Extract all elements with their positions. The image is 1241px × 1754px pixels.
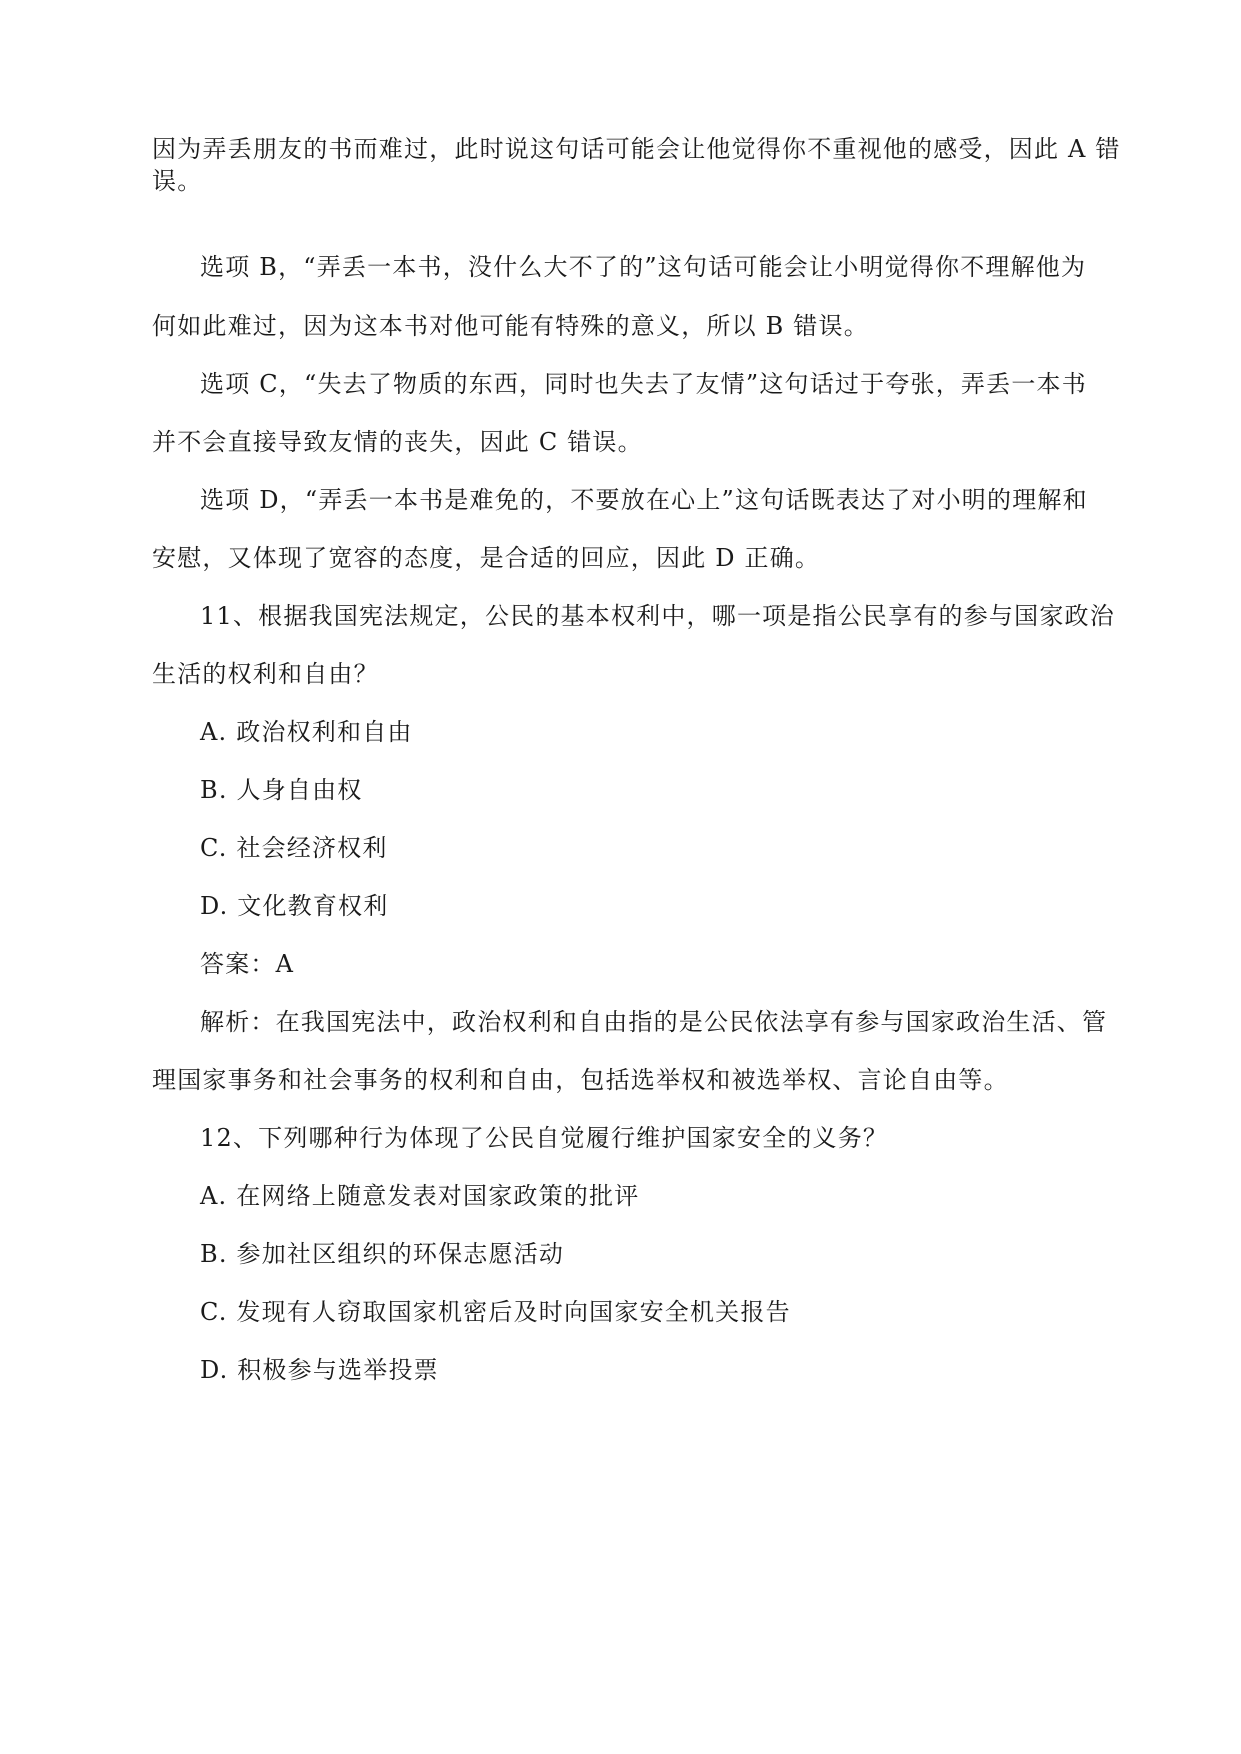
question-text: 12、下列哪种行为体现了公民自觉履行维护国家安全的义务？ bbox=[200, 1124, 889, 1152]
option-c: C. 发现有人窃取国家机密后及时向国家安全机关报告 bbox=[200, 1298, 791, 1326]
paragraph-line: 选项 C，“失去了物质的东西，同时也失去了友情”这句话过于夸张，弄丢一本书 bbox=[200, 370, 1087, 398]
option-d: D. 文化教育权利 bbox=[200, 892, 389, 920]
paragraph-line: 何如此难过，因为这本书对他可能有特殊的意义，所以 B 错误。 bbox=[152, 312, 869, 340]
explanation-line: 理国家事务和社会事务的权利和自由，包括选举权和被选举权、言论自由等。 bbox=[152, 1066, 1009, 1094]
option-b: B. 人身自由权 bbox=[200, 776, 363, 804]
option-c: C. 社会经济权利 bbox=[200, 834, 388, 862]
paragraph-line: 误。 bbox=[152, 167, 203, 195]
question-text: 11、根据我国宪法规定，公民的基本权利中，哪一项是指公民享有的参与国家政治 bbox=[200, 602, 1115, 630]
paragraph-line: 选项 D，“弄丢一本书是难免的，不要放在心上”这句话既表达了对小明的理解和 bbox=[200, 486, 1088, 514]
option-b: B. 参加社区组织的环保志愿活动 bbox=[200, 1240, 565, 1268]
paragraph-line: 因为弄丢朋友的书而难过，此时说这句话可能会让他觉得你不重视他的感受，因此 A 错 bbox=[152, 135, 1121, 163]
option-a: A. 政治权利和自由 bbox=[200, 718, 413, 746]
option-a: A. 在网络上随意发表对国家政策的批评 bbox=[200, 1182, 640, 1210]
option-d: D. 积极参与选举投票 bbox=[200, 1356, 439, 1384]
paragraph-line: 选项 B，“弄丢一本书，没什么大不了的”这句话可能会让小明觉得你不理解他为 bbox=[200, 253, 1087, 281]
paragraph-line: 安慰，又体现了宽容的态度，是合适的回应，因此 D 正确。 bbox=[152, 544, 821, 572]
explanation-line: 解析：在我国宪法中，政治权利和自由指的是公民依法享有参与国家政治生活、管 bbox=[200, 1008, 1108, 1036]
question-text: 生活的权利和自由？ bbox=[152, 660, 379, 688]
answer-line: 答案：A bbox=[200, 950, 295, 978]
paragraph-line: 并不会直接导致友情的丧失，因此 C 错误。 bbox=[152, 428, 643, 456]
